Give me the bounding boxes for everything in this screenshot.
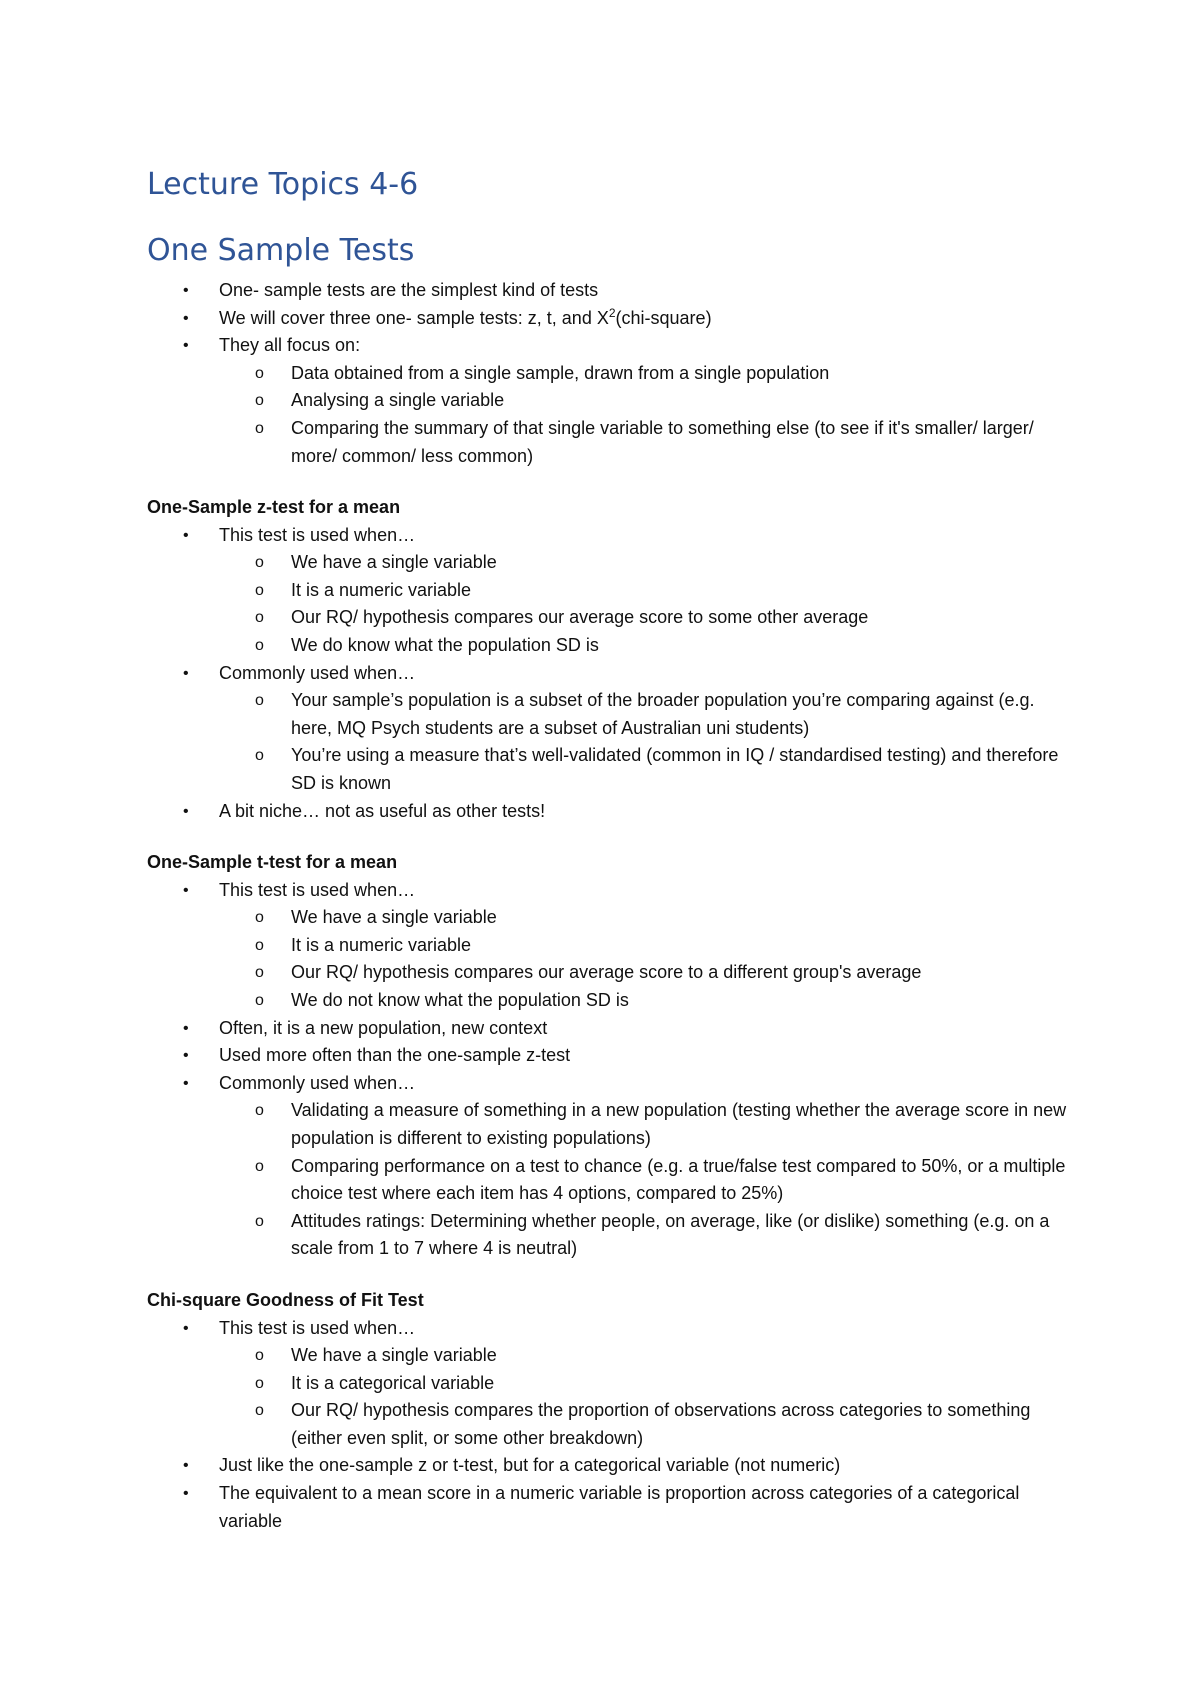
list-item-text: One- sample tests are the simplest kind of tests	[219, 280, 599, 300]
bullet-icon: •	[183, 1019, 189, 1037]
t-test-sublist	[219, 904, 1077, 1014]
list-item-text: Data obtained from a single sample, drawn from a single population	[291, 362, 830, 383]
z-test-heading: One-Sample z-test for a mean	[147, 497, 401, 518]
sub-list-item	[219, 687, 1077, 742]
list-item-text: The equivalent to a mean score in a numeric variable is proportion across categories of a categorical variable	[219, 1483, 1020, 1531]
circle-bullet-icon: o	[255, 909, 264, 927]
list-item-text: It is a categorical variable	[291, 1372, 495, 1393]
bullet-icon: •	[183, 1074, 189, 1092]
list-item	[147, 277, 1077, 305]
sub-list-item	[219, 632, 1077, 660]
sub-list-item	[219, 604, 1077, 632]
chi-test-list-2	[147, 1452, 1077, 1535]
sub-list-item	[219, 1208, 1077, 1263]
list-item	[147, 798, 1077, 826]
sub-list-item	[219, 987, 1077, 1015]
list-item	[147, 522, 1077, 550]
list-item	[147, 1042, 1077, 1070]
sub-list-item	[219, 904, 1077, 932]
bullet-icon: •	[183, 1319, 189, 1337]
circle-bullet-icon: o	[255, 1212, 264, 1230]
sub-list-item	[219, 415, 1077, 470]
circle-bullet-icon: o	[255, 364, 264, 382]
circle-bullet-icon: o	[255, 1402, 264, 1420]
list-item-text: This test is used when…	[219, 879, 416, 900]
list-item-text: We do not know what the population SD is	[291, 990, 629, 1011]
chi-test-sublist	[219, 1342, 1077, 1452]
list-item-text: Used more often than the one-sample z-test	[219, 1045, 571, 1066]
circle-bullet-icon: o	[255, 554, 264, 572]
chi-test-heading: Chi-square Goodness of Fit Test	[147, 1290, 424, 1310]
sub-list-item	[219, 1397, 1077, 1452]
list-item-text: Attitudes ratings: Determining whether people, on average, like (or dislike) something (e.g. on a scale from 1 to 7 where 4 is neutral)	[291, 1210, 1050, 1259]
circle-bullet-icon: o	[255, 419, 264, 437]
list-item-text: It is a numeric variable	[291, 934, 472, 955]
circle-bullet-icon: o	[255, 392, 264, 410]
list-item-text: Your sample’s population is a subset of the broader population you’re comparing against (e.g. here, MQ Psych students are a subset of Australian uni students)	[291, 690, 1035, 738]
sub-list-item	[219, 387, 1077, 415]
list-item	[147, 332, 1077, 360]
list-item-text: They all focus on:	[219, 335, 361, 356]
sub-list-item	[219, 1370, 1077, 1398]
t-test-sublist-2	[219, 1097, 1077, 1263]
list-item-text: (chi-square)	[615, 307, 712, 328]
z-test-sublist	[219, 549, 1077, 659]
bullet-icon: •	[183, 282, 189, 299]
list-item-text: Our RQ/ hypothesis compares our average score to a different group's average	[291, 962, 922, 983]
z-test-list-3	[147, 798, 1077, 826]
sub-list-item	[219, 932, 1077, 960]
list-item-text: Analysing a single variable	[291, 390, 505, 411]
list-item-text: Commonly used when…	[219, 1072, 416, 1093]
list-item-text: We have a single variable	[291, 552, 497, 573]
circle-bullet-icon: o	[255, 1157, 264, 1175]
circle-bullet-icon: o	[255, 609, 264, 627]
bullet-icon: •	[183, 526, 189, 544]
bullet-icon: •	[183, 1457, 189, 1475]
bullet-icon: •	[183, 309, 189, 327]
bullet-icon: •	[183, 802, 189, 820]
t-test-list-2	[147, 1015, 1077, 1098]
list-item-text: We have a single variable	[291, 907, 497, 928]
sub-list-item	[219, 1342, 1077, 1370]
bullet-icon: •	[183, 337, 189, 355]
list-item-text: Our RQ/ hypothesis compares our average score to some other average	[291, 607, 869, 628]
list-item-text: A bit niche… not as useful as other tests!	[219, 800, 546, 821]
circle-bullet-icon: o	[255, 964, 264, 982]
t-test-list	[147, 877, 1077, 905]
bullet-icon: •	[183, 664, 189, 682]
list-item-text: Just like the one-sample z or t-test, but for a categorical variable (not numeric)	[219, 1455, 841, 1476]
list-item	[147, 305, 1077, 333]
list-item	[147, 1070, 1077, 1098]
circle-bullet-icon: o	[255, 747, 264, 765]
circle-bullet-icon: o	[255, 692, 264, 710]
list-item-text: Comparing the summary of that single variable to something else (to see if it's smaller/ larger/ more/ common/ less common)	[291, 417, 1034, 466]
list-item-text: This test is used when…	[219, 1317, 416, 1338]
list-item	[147, 1315, 1077, 1343]
list-item-text: Often, it is a new population, new context	[219, 1017, 548, 1038]
circle-bullet-icon: o	[255, 1347, 264, 1365]
document-title: Lecture Topics 4-6	[147, 167, 419, 202]
circle-bullet-icon: o	[255, 581, 264, 599]
list-item-text: We have a single variable	[291, 1345, 497, 1366]
superscript: 2	[608, 305, 616, 320]
list-item-text: It is a numeric variable	[291, 579, 472, 600]
bullet-icon: •	[183, 881, 189, 899]
section-heading: One Sample Tests	[147, 233, 415, 268]
list-item	[147, 877, 1077, 905]
document-page	[147, 165, 1077, 1535]
z-test-sublist-2	[219, 687, 1077, 797]
intro-sublist	[219, 360, 1077, 470]
circle-bullet-icon: o	[255, 637, 264, 655]
circle-bullet-icon: o	[255, 1102, 264, 1120]
sub-list-item	[219, 1097, 1077, 1152]
list-item	[147, 1480, 1077, 1535]
list-item-text: We do know what the population SD is	[291, 635, 599, 656]
sub-list-item	[219, 577, 1077, 605]
bullet-icon: •	[183, 1047, 189, 1065]
sub-list-item	[219, 1153, 1077, 1208]
list-item-text: This test is used when…	[219, 524, 416, 545]
list-item	[147, 1452, 1077, 1480]
list-item	[147, 1015, 1077, 1043]
chi-test-list	[147, 1315, 1077, 1343]
list-item-text: Our RQ/ hypothesis compares the proportion of observations across categories to something (either even split, or some other breakdown)	[291, 1400, 1031, 1448]
list-item-text: Validating a measure of something in a new population (testing whether the average score in new population is different to existing populations)	[291, 1100, 1067, 1149]
sub-list-item	[219, 742, 1077, 797]
sub-list-item	[219, 959, 1077, 987]
bullet-icon: •	[183, 1485, 189, 1503]
circle-bullet-icon: o	[255, 992, 264, 1010]
z-test-list-2	[147, 660, 1077, 688]
t-test-heading: One-Sample t-test for a mean	[147, 852, 398, 873]
circle-bullet-icon: o	[255, 1374, 264, 1392]
list-item-text: Commonly used when…	[219, 662, 416, 683]
list-item-text: Comparing performance on a test to chance (e.g. a true/false test compared to 50%, or a multiple choice test where each item has 4 options, compared to 25%)	[291, 1155, 1066, 1204]
circle-bullet-icon: o	[255, 936, 264, 954]
intro-list	[147, 277, 1077, 360]
list-item-text: You’re using a measure that’s well-validated (common in IQ / standardised testing) and therefore SD is known	[291, 745, 1059, 793]
sub-list-item	[219, 549, 1077, 577]
list-item-text: We will cover three one- sample tests: z, t, and X	[219, 307, 609, 328]
z-test-list	[147, 522, 1077, 550]
list-item	[147, 660, 1077, 688]
sub-list-item	[219, 360, 1077, 388]
